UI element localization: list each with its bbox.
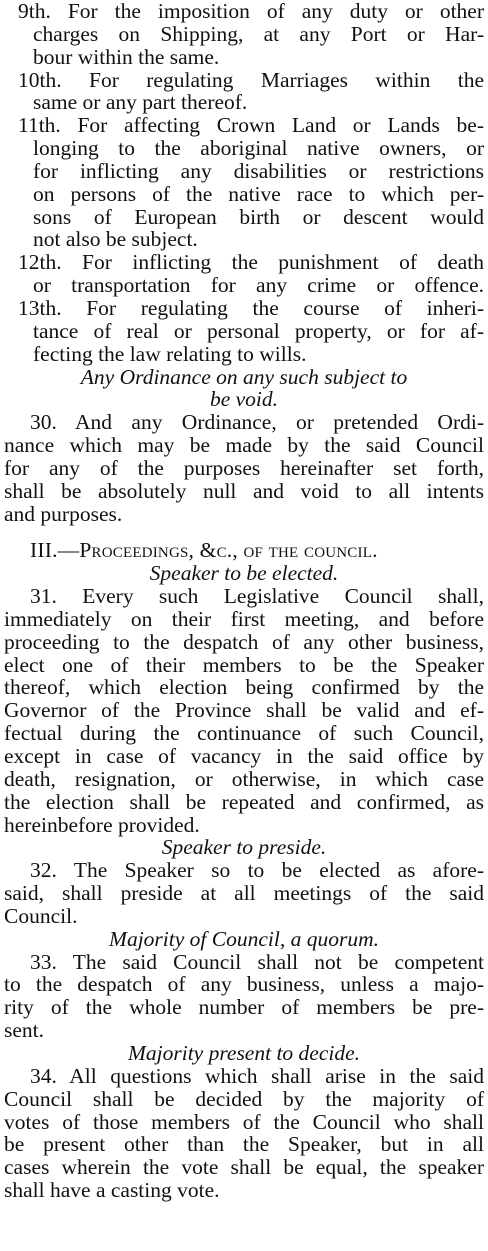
section-gap [4, 525, 484, 539]
text-line: 33. The said Council shall not be competent [30, 949, 484, 974]
text-line: Council shall be decided by the majority of [4, 1086, 484, 1111]
text-line: shall be absolutely null and void to all intents [4, 478, 484, 503]
text-line: sons of European birth or descent would [33, 204, 484, 229]
text-line: 32. The Speaker so to be elected as afore- [30, 858, 484, 883]
text-line: charges on Shipping, at any Port or Har- [33, 21, 484, 46]
text-line: or transportation for any crime or offence. [33, 273, 484, 298]
text-line: hereinbefore provided. [4, 812, 200, 837]
text-line: be void. [209, 387, 279, 412]
text-line: cases wherein the vote shall be equal, the speaker [4, 1155, 484, 1180]
text-line: 30. And any Ordinance, or pretended Ordi- [30, 410, 484, 435]
text-line: longing to the aboriginal native owners, or [33, 136, 484, 161]
text-line: death, resignation, or otherwise, in which case [4, 766, 484, 791]
text-line: on persons of the native race to which per- [33, 181, 484, 206]
text-line: for inflicting any disabilities or restrictions [33, 158, 484, 183]
text-line: immediately on their first meeting, and before [4, 606, 484, 631]
text-line: 9th. For the imposition of any duty or other [18, 0, 484, 23]
clause-9th [4, 0, 484, 69]
text-line: 11th. For affecting Crown Land or Lands be- [18, 113, 484, 138]
text-line: 34. All questions which shall arise in the said [30, 1063, 484, 1088]
text-line: bour within the same. [33, 44, 220, 69]
clause-12th [4, 251, 484, 297]
text-line: tance of real or personal property, or for af- [33, 318, 484, 343]
text-line: shall have a casting vote. [4, 1178, 220, 1203]
text-line: except in case of vacancy in the said office by [4, 744, 484, 768]
text-line: rity of the whole number of members be pre- [4, 995, 484, 1020]
heading-majority-decide: Majority present to decide. [127, 1040, 361, 1065]
text-line: 13th. For regulating the course of inheri- [18, 295, 484, 320]
text-line: fecting the law relating to wills. [33, 341, 307, 366]
heading-ordinance-void [4, 366, 484, 412]
clause-13th [4, 297, 484, 366]
text-line: thereof, which election being confirmed by the [4, 675, 484, 700]
text-line: Council. [4, 903, 78, 928]
clause-10th [4, 69, 484, 115]
text-line: not also be subject. [33, 227, 198, 252]
text-line: sent. [4, 1018, 45, 1043]
heading-quorum: Majority of Council, a quorum. [109, 926, 379, 951]
text-line: same or any part thereof. [33, 90, 248, 115]
text-line: nance which may be made by the said Council [4, 433, 484, 458]
text-line: 12th. For inflicting the punishment of death [18, 250, 484, 275]
text-line: to the despatch of any business, unless a majo- [4, 972, 484, 997]
section-heading: III.—Proceedings, &c., of the council. [30, 538, 378, 563]
text-line: and purposes. [4, 501, 123, 526]
text-line: votes of those members of the Council who shall [4, 1109, 484, 1134]
text-line: fectual during the continuance of such Council, [4, 721, 484, 746]
text-line: Governor of the Province shall be valid and ef- [4, 698, 484, 723]
heading-speaker-preside: Speaker to preside. [161, 835, 327, 860]
text-line: be present other than the Speaker, but in all [4, 1132, 484, 1157]
heading-speaker-elected: Speaker to be elected. [149, 561, 339, 586]
paragraph-33 [4, 951, 484, 1042]
text-line: the election shall be repeated and confirmed, as [4, 789, 484, 814]
paragraph-30 [4, 411, 484, 525]
text-line: 10th. For regulating Marriages within the [18, 67, 484, 92]
text-line: elect one of their members to be the Speaker [4, 652, 484, 677]
text-line: said, shall preside at all meetings of the said [4, 881, 484, 906]
paragraph-32 [4, 859, 484, 928]
paragraph-34 [4, 1065, 484, 1202]
clause-11th [4, 114, 484, 251]
text-line: proceeding to the despatch of any other business, [4, 629, 484, 654]
text-line: 31. Every such Legislative Council shall, [30, 584, 484, 609]
paragraph-31 [4, 585, 484, 836]
text-line: Any Ordinance on any such subject to [80, 364, 408, 389]
text-line: for any of the purposes hereinafter set forth, [4, 455, 484, 480]
document-page [4, 0, 484, 1202]
